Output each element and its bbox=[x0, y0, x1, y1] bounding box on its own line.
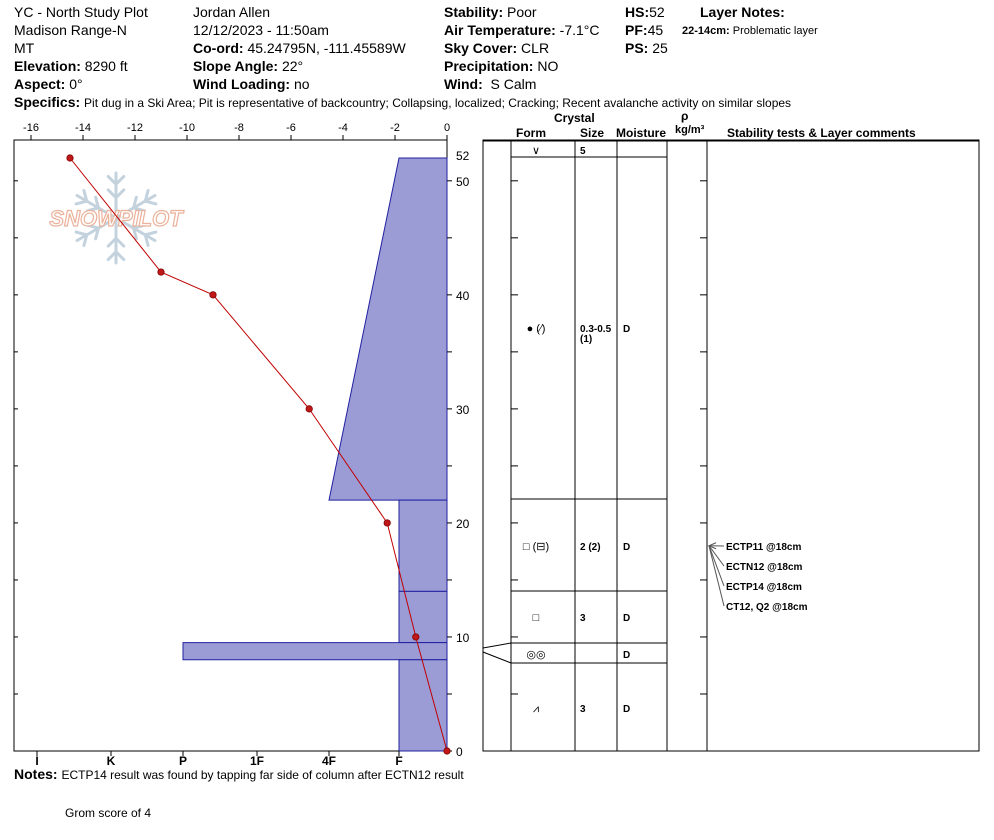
coord-value: 45.24795N, -111.45589W bbox=[247, 40, 406, 56]
depth-tick-label: 10 bbox=[456, 630, 470, 645]
temperature-point bbox=[210, 292, 216, 298]
coord-label: Co-ord: bbox=[193, 40, 244, 56]
hs-label: HS: bbox=[625, 4, 650, 20]
slope-value: 22° bbox=[281, 58, 304, 74]
layer-form: □ bbox=[532, 612, 540, 624]
pf-label: PF: bbox=[625, 22, 648, 38]
hardness-tick-label: 4F bbox=[321, 754, 337, 768]
hs-value: 52 bbox=[649, 4, 665, 20]
hardness-layer-4 bbox=[399, 660, 447, 751]
temp-tick-label: -6 bbox=[286, 122, 296, 134]
stability-test: ECTN12 @18cm bbox=[726, 562, 803, 573]
wind-label: Wind: bbox=[444, 76, 483, 92]
layer-form: ⩘ bbox=[532, 703, 540, 715]
location-name: YC - North Study Plot bbox=[14, 4, 148, 20]
temperature-point bbox=[158, 269, 164, 275]
temperature-point bbox=[384, 520, 390, 526]
temp-tick-label: -8 bbox=[234, 122, 244, 134]
stability-header: Stability tests & Layer comments bbox=[727, 126, 916, 140]
range-name: Madison Range-N bbox=[14, 22, 127, 38]
observer-name: Jordan Allen bbox=[193, 4, 271, 20]
depth-tick-label: 30 bbox=[456, 402, 470, 417]
stability-test: CT12, Q2 @18cm bbox=[726, 602, 808, 613]
stability-value: Poor bbox=[507, 4, 537, 20]
sky-value: CLR bbox=[521, 40, 550, 56]
layer-moisture: D bbox=[623, 542, 631, 553]
layer-size: 3 bbox=[580, 613, 586, 624]
temperature-point bbox=[67, 155, 73, 161]
crystal-header: Crystal bbox=[554, 111, 595, 125]
density-unit-header: kg/m³ bbox=[675, 124, 705, 136]
layer-note-text: Problematic layer bbox=[732, 25, 818, 37]
rho-header: ρ bbox=[681, 109, 689, 123]
depth-tick-label: 50 bbox=[456, 174, 470, 189]
stability-test-pointer bbox=[709, 546, 724, 606]
stability-label: Stability: bbox=[444, 4, 504, 20]
air-temp-label: Air Temperature: bbox=[444, 22, 556, 38]
slope-label: Slope Angle: bbox=[193, 58, 279, 74]
hardness-tick-label: I bbox=[35, 754, 39, 768]
layer-size: 2 (2) bbox=[580, 542, 601, 553]
depth-tick-label: 40 bbox=[456, 288, 470, 303]
precip-value: NO bbox=[537, 58, 559, 74]
temp-tick-label: -14 bbox=[75, 122, 91, 134]
depth-tick-label: 20 bbox=[456, 516, 470, 531]
stability-test: ECTP11 @18cm bbox=[726, 542, 802, 553]
layer-table-frame bbox=[483, 140, 979, 751]
temp-tick-label: -4 bbox=[338, 122, 348, 134]
observation-datetime: 12/12/2023 - 11:50am bbox=[193, 22, 329, 38]
ps-value: 25 bbox=[652, 40, 668, 56]
specifics-label: Specifics: bbox=[14, 94, 81, 110]
layer-form: □ (⊟) bbox=[522, 541, 550, 553]
layer-moisture: D bbox=[623, 613, 631, 624]
depth-tick-label: 0 bbox=[456, 745, 463, 759]
layer-connector bbox=[483, 652, 511, 663]
layer-form: ● (⁄) bbox=[526, 323, 546, 335]
layer-note-range: 22-14cm: bbox=[682, 25, 730, 37]
layer-form: ◎◎ bbox=[526, 649, 546, 661]
layer-moisture: D bbox=[623, 650, 631, 661]
hardness-layer-1 bbox=[399, 500, 447, 591]
hardness-tick-label: P bbox=[178, 754, 188, 768]
layer-size: 0.3-0.5 bbox=[580, 324, 612, 335]
temp-tick-label: -2 bbox=[390, 122, 400, 134]
temp-tick-label: -16 bbox=[23, 122, 39, 134]
notes-label: Notes: bbox=[14, 766, 58, 782]
sky-label: Sky Cover: bbox=[444, 40, 518, 56]
pf-value: 45 bbox=[647, 22, 664, 38]
logo-text: SNOWPILOT bbox=[49, 206, 183, 231]
temperature-point bbox=[444, 748, 450, 754]
layer-moisture: D bbox=[623, 324, 631, 335]
layer-connector bbox=[483, 643, 511, 648]
wind-value: S Calm bbox=[490, 76, 537, 92]
aspect-label: Aspect: bbox=[14, 76, 66, 92]
stability-test: ECTP14 @18cm bbox=[726, 582, 802, 593]
depth-tick-label: 52 bbox=[456, 149, 470, 163]
hardness-tick-label: 1F bbox=[249, 754, 265, 768]
layer-size: 5 bbox=[580, 146, 586, 157]
hardness-tick-label: F bbox=[395, 754, 403, 768]
layer-notes-label: Layer Notes: bbox=[700, 4, 785, 20]
wind-loading-label: Wind Loading: bbox=[193, 76, 291, 92]
hardness-layer-3 bbox=[183, 643, 447, 660]
hardness-tick-label: K bbox=[106, 754, 116, 768]
notes-line2: Grom score of 4 bbox=[65, 806, 152, 820]
layer-form: ∨ bbox=[531, 145, 541, 157]
temp-tick-label: -10 bbox=[179, 122, 195, 134]
elevation-value: 8290 ft bbox=[84, 58, 128, 74]
precip-label: Precipitation: bbox=[444, 58, 534, 74]
temperature-point bbox=[306, 406, 312, 412]
aspect-value: 0° bbox=[69, 76, 83, 92]
temp-tick-label: -12 bbox=[127, 122, 143, 134]
state-name: MT bbox=[14, 40, 35, 56]
elevation-label: Elevation: bbox=[14, 58, 81, 74]
size-header: Size bbox=[580, 126, 605, 140]
ps-label: PS: bbox=[625, 40, 649, 56]
form-header: Form bbox=[516, 126, 546, 140]
notes bbox=[14, 766, 464, 784]
temperature-point bbox=[413, 634, 419, 640]
moisture-header: Moisture bbox=[616, 126, 667, 140]
layer-size: 3 bbox=[580, 704, 586, 715]
wind-loading-value: no bbox=[293, 76, 310, 92]
specifics-value: Pit dug in a Ski Area; Pit is representative of backcountry; Collapsing, localized; Cracking; Recent avalanche activity on similar slopes bbox=[84, 96, 792, 110]
layer-moisture: D bbox=[623, 704, 631, 715]
temp-tick-label: 0 bbox=[443, 122, 451, 134]
layer-size-detail: (1) bbox=[580, 334, 593, 345]
air-temp-value: -7.1°C bbox=[559, 22, 600, 38]
snowpilot-logo bbox=[49, 173, 184, 263]
hardness-layer-0 bbox=[329, 158, 447, 500]
stability-test-pointer bbox=[709, 546, 724, 586]
notes-line1: ECTP14 result was found by tapping far side of column after ECTN12 result bbox=[61, 768, 464, 782]
